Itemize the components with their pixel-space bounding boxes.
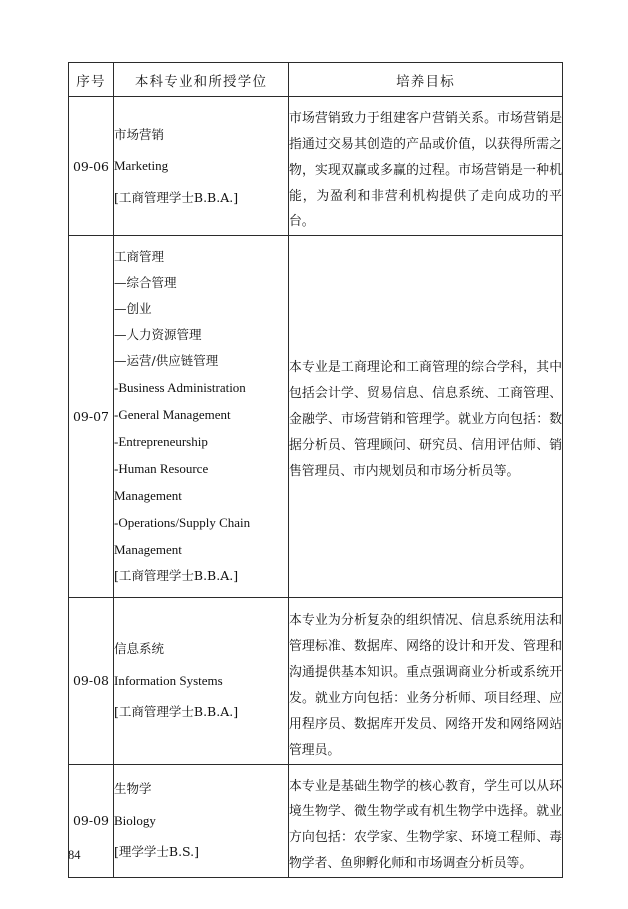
program-line: -Entrepreneurship <box>114 434 208 450</box>
program-line: 市场营销 <box>114 126 165 142</box>
program-line: —创业 <box>114 301 152 317</box>
program-id: 09-07 <box>69 236 114 598</box>
program-degree: [工商管理学士B.B.A.] <box>114 190 239 206</box>
program-name-cell <box>114 97 289 236</box>
program-line: —人力资源管理 <box>114 327 202 343</box>
column-header-id: 序号 <box>69 63 114 97</box>
table-row <box>69 764 563 877</box>
program-line: -Business Administration <box>114 380 246 396</box>
program-goal-text: 本专业是工商理论和工商管理的综合学科，其中包括会计学、贸易信息、信息系统、工商管理、金融学、市场营销和管理学。就业方向包括：数据分析员、管理顾问、研究员、信用评估师、销售管理员、市内规划员和市场分析员等。 <box>289 360 562 479</box>
program-degree: [理学学士B.S.] <box>114 843 200 859</box>
program-line: Biology <box>114 812 156 828</box>
program-goal-cell <box>289 764 563 877</box>
program-name-cell <box>114 764 289 877</box>
program-line: 信息系统 <box>114 641 165 657</box>
column-header-program: 本科专业和所授学位 <box>114 63 289 97</box>
page-number: 84 <box>68 848 81 862</box>
program-id: 09-06 <box>69 97 114 236</box>
table-row <box>69 598 563 764</box>
table-body <box>69 97 563 878</box>
program-degree: [工商管理学士B.B.A.] <box>114 703 239 719</box>
program-line: -Operations/Supply Chain <box>114 515 251 531</box>
program-goal-cell <box>289 236 563 598</box>
program-name-cell <box>114 236 289 598</box>
program-line: -General Management <box>114 407 231 423</box>
program-line: —综合管理 <box>114 275 177 291</box>
program-line: —运营/供应链管理 <box>114 353 219 369</box>
program-goal-cell <box>289 598 563 764</box>
program-id: 09-08 <box>69 598 114 764</box>
program-line: 工商管理 <box>114 249 165 265</box>
program-goal-text: 本专业是基础生物学的核心教育，学生可以从环境生物学、微生物学或有机生物学中选择。就业方向包括：农学家、生物学家、环境工程师、毒物学者、鱼卵孵化师和市场调查分析员等。 <box>289 778 562 872</box>
program-goal-text: 本专业为分析复杂的组织情况、信息系统用法和管理标准、数据库、网络的设计和开发、管理和沟通提供基本知识。重点强调商业分析或系统开发。就业方向包括：业务分析师、项目经理、应用程序员、数据库开发员、网络开发和网络网站管理员。 <box>289 613 562 758</box>
program-degree: [工商管理学士B.B.A.] <box>114 568 239 584</box>
program-line: Information Systems <box>114 673 223 689</box>
program-line: 生物学 <box>114 781 152 797</box>
column-header-goal: 培养目标 <box>289 63 563 97</box>
program-line: Management <box>114 542 182 558</box>
table-row <box>69 97 563 236</box>
program-line: -Human Resource <box>114 461 209 477</box>
program-line: Marketing <box>114 157 169 173</box>
table-header-row <box>69 63 563 97</box>
program-name-cell <box>114 598 289 764</box>
program-line: Management <box>114 488 182 504</box>
program-id: 09-09 <box>69 764 114 877</box>
table-row <box>69 236 563 598</box>
program-goal-cell <box>289 97 563 236</box>
program-goal-text: 市场营销致力于组建客户营销关系。市场营销是指通过交易其创造的产品或价值，以获得所需之物，实现双赢或多赢的过程。市场营销是一种机能，为盈利和非营利机构提供了走向成功的平台。 <box>289 111 562 230</box>
program-catalog-table <box>68 62 563 878</box>
